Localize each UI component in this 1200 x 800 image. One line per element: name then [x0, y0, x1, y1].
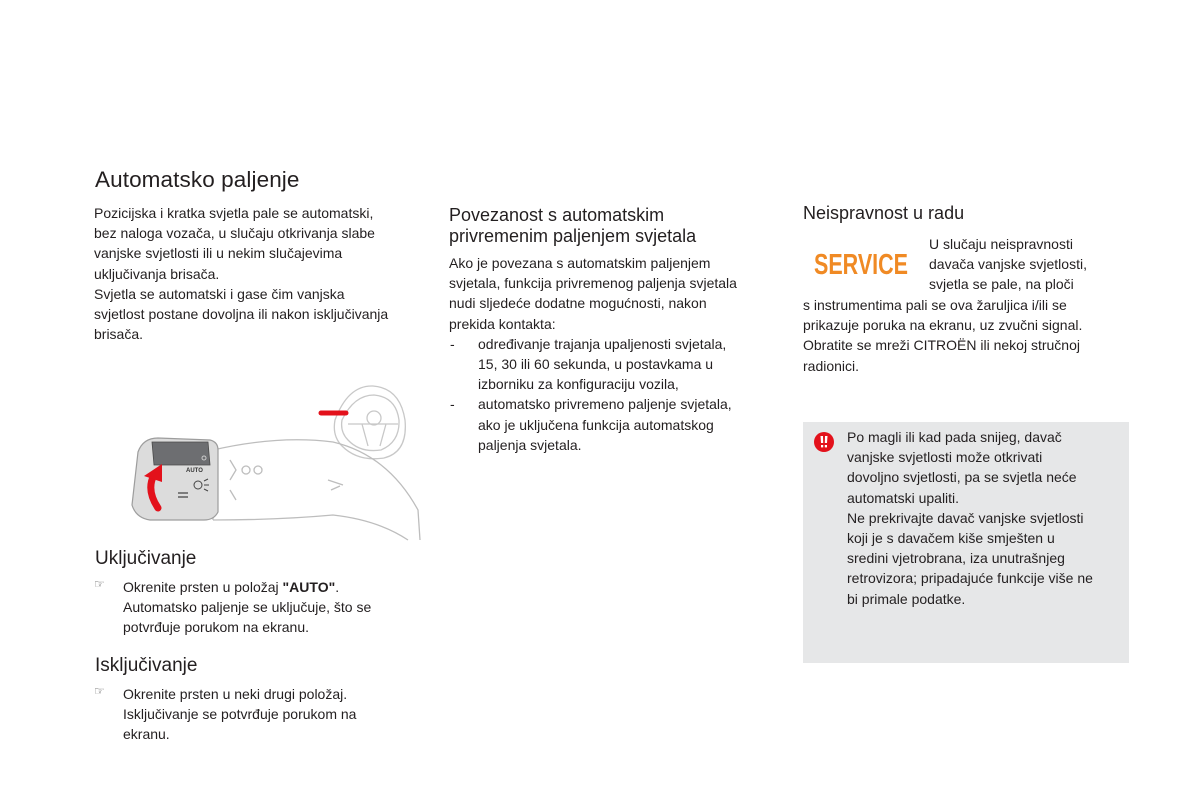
list-line: određivanje trajanja upaljenosti svjetala, [478, 335, 727, 352]
notice-line: vanjske svjetlosti može otkrivati [847, 449, 1043, 466]
steering-wheel-icon [334, 386, 405, 459]
intro-line: Svjetla se automatski i gase čim vanjska [94, 285, 345, 302]
service-warning-icon [813, 244, 911, 280]
heading-line: Povezanost s automatskim [449, 205, 665, 225]
instruction-text: Okrenite prsten u neki drugi položaj. [123, 686, 348, 702]
notice-line: koji je s davačem kiše smješten u [847, 530, 1055, 547]
notice-line: retrovizora; pripadajuće funkcije više ne [847, 570, 1093, 587]
list-line: paljenja svjetala. [478, 436, 582, 453]
body-line: prekida kontakta: [449, 315, 556, 332]
notice-text [847, 427, 1127, 609]
intro-line: uključivanja brisača. [94, 265, 220, 282]
notice-line: Ne prekrivajte davač vanjske svjetlosti [847, 509, 1084, 526]
malfunction-text-right [929, 234, 1129, 295]
body-line: Obratite se mreži CITROËN ili nekoj stručnoj [803, 337, 1080, 354]
body-line: svjetala, funkcija privremenog paljenja svjetala [449, 275, 737, 292]
notice-line: dovoljno svjetlosti, pa se svjetla neće [847, 469, 1077, 486]
page-title: Automatsko paljenje [95, 167, 300, 192]
list-item [449, 394, 779, 455]
instruction-text: . [335, 579, 340, 595]
list-line: 15, 30 ili 60 sekunda, u postavkama u [478, 356, 714, 373]
warning-icon [813, 431, 835, 453]
list-line: ako je uključena funkcija automatskog [478, 416, 714, 433]
body-line: prikazuje poruka na ekranu, uz zvučni signal. [803, 317, 1083, 334]
light-ring [132, 438, 218, 520]
instruction-text: Isključivanje se potvrđuje porukom na [123, 706, 357, 723]
list-item [449, 334, 779, 395]
hand-pointer-icon: ☞ [94, 577, 105, 591]
instruction-text: ekranu. [123, 726, 170, 743]
list-line: izborniku za konfiguraciju vozila, [478, 376, 679, 393]
intro-line: brisača. [94, 326, 144, 343]
body-line: davača vanjske svjetlosti, [929, 256, 1087, 273]
intro-line: vanjske svjetlosti ili u nekim slučajevima [94, 245, 343, 262]
temporary-lighting-body [449, 253, 779, 455]
intro-line: bez naloga vozača, u slučaju otkrivanja slabe [94, 225, 375, 242]
service-label: SERVICE [814, 249, 908, 281]
body-line: nudi sljedeće dodatne mogućnosti, nakon [449, 295, 707, 312]
switch-off-heading: Isključivanje [95, 655, 198, 676]
body-line: radionici. [803, 357, 860, 374]
section-heading-temporary-lighting [449, 205, 779, 247]
notice-line: Po magli ili kad pada snijeg, davač [847, 429, 1062, 445]
intro-line: Pozicijska i kratka svjetla pale se automatski, [94, 205, 374, 221]
switch-off-instruction [94, 684, 434, 745]
intro-paragraph [94, 203, 434, 344]
switch-on-instruction [94, 577, 434, 638]
instruction-text: potvrđuje porukom na ekranu. [123, 619, 309, 636]
switch-on-heading: Uključivanje [95, 548, 197, 569]
notice-line: bi primale podatke. [847, 590, 966, 607]
dash-marker: - [450, 396, 455, 413]
light-stalk-icon [213, 440, 420, 540]
hand-pointer-icon: ☞ [94, 684, 105, 698]
warning-notice-box [803, 422, 1129, 663]
body-line: Ako je povezana s automatskim paljenjem [449, 255, 711, 271]
body-line: svjetla se pale, na ploči [929, 276, 1074, 293]
malfunction-text [803, 295, 1133, 376]
notice-line: automatski upaliti. [847, 489, 960, 506]
instruction-text: Okrenite prsten u položaj [123, 579, 283, 595]
lighting-stalk-illustration [118, 380, 428, 545]
body-line: U slučaju neispravnosti [929, 236, 1073, 252]
list-line: automatsko privremeno paljenje svjetala, [478, 396, 732, 413]
malfunction-heading: Neispravnost u radu [803, 203, 965, 223]
body-line: s instrumentima pali se ova žaruljica i/ili se [803, 297, 1067, 313]
auto-ring-label: AUTO [186, 468, 203, 474]
auto-position-label: "AUTO" [282, 579, 336, 595]
heading-line: privremenim paljenjem svjetala [449, 226, 697, 246]
notice-line: sredini vjetrobrana, iza unutrašnjeg [847, 550, 1065, 567]
instruction-text: Automatsko paljenje se uključuje, što se [123, 599, 372, 616]
intro-line: svjetlost postane dovoljna ili nakon isključivanja [94, 306, 389, 323]
dash-marker: - [450, 335, 455, 352]
